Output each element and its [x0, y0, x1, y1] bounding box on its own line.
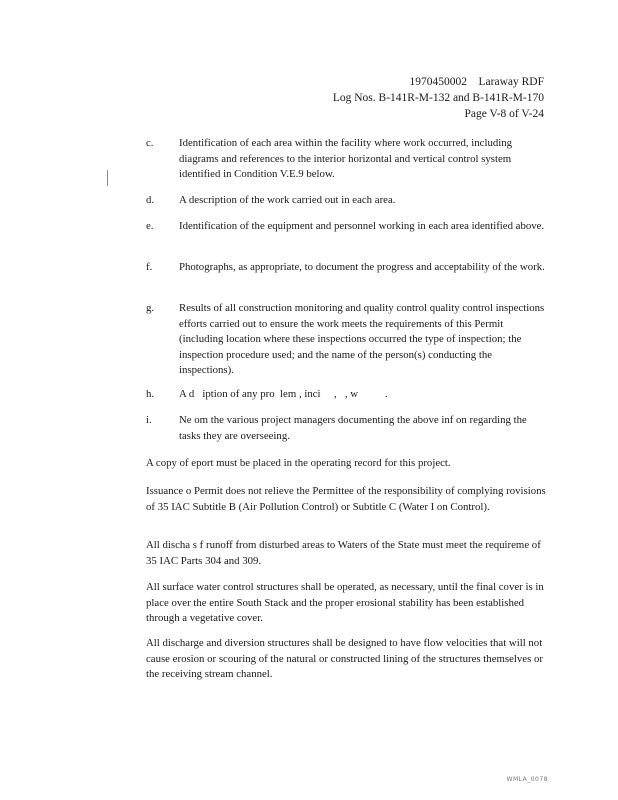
- paragraph-report-copy: A copy of eport must be placed in the operating record for this project.: [146, 457, 451, 469]
- paragraph-diversion-structures: All discharge and diversion structures shall be designed to have flow velocities that will not cause erosion or scouring of the natural or constructed lining of the structures themselves or the receiving stream channel.: [146, 637, 543, 680]
- list-item-letter: f.: [146, 261, 153, 273]
- list-item-letter: i.: [146, 414, 152, 426]
- list-item-i: [146, 413, 546, 444]
- paragraph-runoff-discharge: All discha s f runoff from disturbed areas to Waters of the State must meet the requireme of 35 IAC Parts 304 and 309.: [146, 539, 541, 567]
- list-item-text: A d iption of any pro lem , inci , , w .: [179, 388, 388, 400]
- paragraph-surface-water: All surface water control structures shall be operated, as necessary, until the final cover is in place over the entire South Stack and the proper erosional stability has been established through a vegetative cover.: [146, 581, 544, 624]
- list-item-h: [146, 387, 546, 403]
- list-item-d: [146, 193, 546, 209]
- bates-stamp: WMLA_0078: [506, 776, 548, 783]
- list-item-text: Photographs, as appropriate, to document the progress and acceptability of the work.: [179, 261, 545, 273]
- header-page-number: Page V-8 of V-24: [464, 108, 544, 120]
- list-item-letter: d.: [146, 194, 155, 206]
- list-item-text: Results of all construction monitoring and quality control quality control inspections efforts carried out to ensure the work meets the requirements of this Permit (including location where these inspections occurred the type of inspection; the inspection procedure used; and the name of the person(s) conducting the inspections).: [179, 302, 545, 376]
- list-item-c: [146, 136, 546, 183]
- list-item-text: Identification of the equipment and personnel working in each area identified above.: [179, 220, 545, 232]
- header-log-numbers: Log Nos. B-141R-M-132 and B-141R-M-170: [332, 92, 544, 104]
- page-header: [333, 74, 544, 122]
- list-item-letter: h.: [146, 388, 155, 400]
- list-item-letter: c.: [146, 137, 154, 149]
- list-item-text: Ne om the various project managers documenting the above inf on regarding the tasks they are overseeing.: [179, 414, 527, 442]
- list-item-text: Identification of each area within the facility where work occurred, including diagrams and references to the interior horizontal and vertical control system identified in Condition V.E.9 below.: [179, 137, 513, 180]
- header-facility-id: 1970450002 Laraway RDF: [409, 76, 544, 88]
- list-item-g: [146, 301, 546, 379]
- paragraph-permit-issuance: Issuance o Permit does not relieve the Permittee of the responsibility of complying rovisions of 35 IAC Subtitle B (Air Pollution Control) or Subtitle C (Water I on Control).: [146, 485, 546, 513]
- margin-mark: [107, 170, 108, 186]
- list-item-text: A description of the work carried out in each area.: [179, 194, 396, 206]
- list-item-letter: g.: [146, 302, 155, 314]
- list-item-letter: e.: [146, 220, 154, 232]
- list-item-f: [146, 260, 546, 276]
- list-item-e: [146, 219, 546, 235]
